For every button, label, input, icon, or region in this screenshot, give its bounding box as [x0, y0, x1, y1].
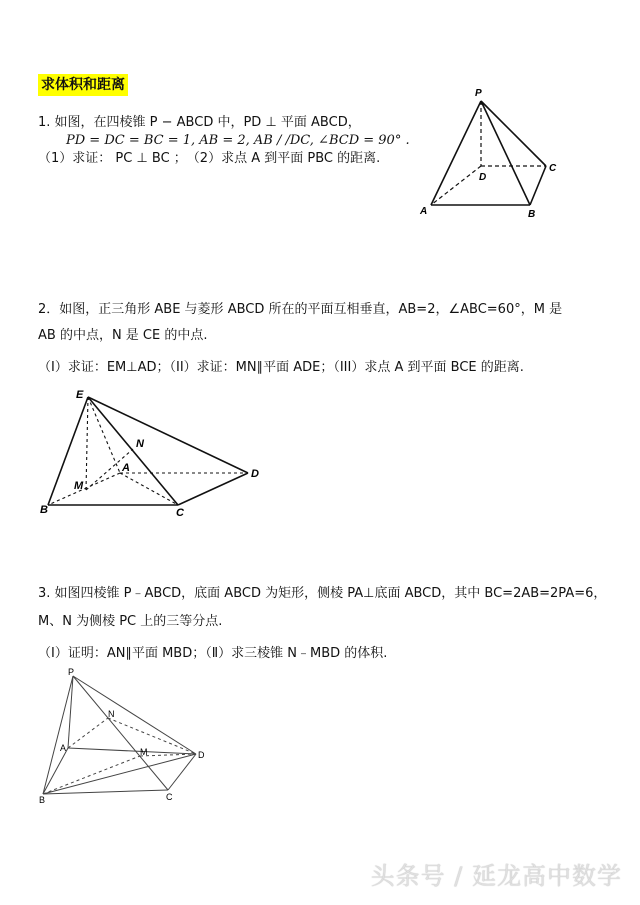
label-P: P [68, 668, 75, 677]
edge-CD [178, 473, 248, 505]
label-B: B [39, 795, 46, 805]
edge-EM [86, 397, 88, 490]
watermark: 头条号 / 延龙高中数学 [370, 862, 622, 890]
edge-EA [88, 397, 120, 473]
label-D: D [479, 172, 487, 183]
problem3-line2: M、N 为侧棱 PC 上的三等分点. [38, 614, 223, 629]
label-N: N [136, 438, 144, 450]
label-C: C [549, 163, 557, 174]
label-B: B [40, 504, 48, 516]
edge-BD [43, 754, 196, 794]
label-M: M [74, 480, 84, 492]
edge-ND [108, 718, 196, 754]
problem3-figure [38, 668, 218, 808]
label-A: A [122, 462, 130, 474]
edge-BC [43, 790, 168, 794]
label-P: P [475, 88, 482, 99]
edge-BM [43, 756, 140, 794]
edge-AD [68, 748, 196, 754]
edge-PD [73, 676, 196, 754]
edge-AC [120, 473, 178, 505]
label-A: A [60, 743, 67, 753]
edge-PB [481, 101, 530, 205]
edge-CD [168, 754, 196, 790]
edge-BC [530, 166, 546, 205]
problem1-line3: （1）求证： PC ⊥ BC ； （2）求点 A 到平面 PBC 的距离. [38, 151, 381, 166]
problem3-line1: 3. 如图四棱锥 P﹣ABCD，底面 ABCD 为矩形，侧棱 PA⊥底面 ABCD，其中 BC=2AB=2PA=6， [38, 586, 607, 601]
problem2-line2: AB 的中点，N 是 CE 的中点. [38, 328, 208, 343]
problem2-line1: 2．如图，正三角形 ABE 与菱形 ABCD 所在的平面互相垂直，AB=2，∠ABC=60°，M 是 [38, 302, 563, 317]
edge-DA [431, 166, 481, 205]
label-D: D [251, 468, 259, 480]
problem2-figure [38, 385, 268, 520]
label-A: A [420, 206, 428, 217]
label-C: C [176, 507, 184, 519]
edge-BA [43, 748, 68, 794]
label-D: D [198, 750, 205, 760]
edge-PC [481, 101, 546, 166]
section-title: 求体积和距离 [38, 74, 128, 96]
problem3-line3: （Ⅰ）证明：AN∥平面 MBD；（Ⅱ）求三棱锥 N﹣MBD 的体积. [38, 646, 388, 661]
edge-PA [431, 101, 481, 205]
problem2-line3: （I）求证：EM⊥AD；（II）求证：MN∥平面 ADE；（III）求点 A 到平面 BCE 的距离. [38, 360, 524, 375]
edge-AN [68, 718, 108, 748]
problem1-line2: PD = DC = BC = 1, AB = 2, AB / /DC, ∠BCD = 90° . [66, 133, 410, 148]
problem1-pyramid-figure [415, 85, 565, 225]
edge-ED [88, 397, 248, 473]
label-M: M [140, 747, 148, 757]
label-B: B [528, 209, 536, 220]
edge-EC [88, 397, 178, 505]
label-N: N [108, 709, 115, 719]
label-C: C [166, 792, 173, 802]
label-E: E [76, 389, 84, 401]
problem1-line1: 1. 如图，在四棱锥 P − ABCD 中，PD ⊥ 平面 ABCD， [38, 115, 361, 130]
